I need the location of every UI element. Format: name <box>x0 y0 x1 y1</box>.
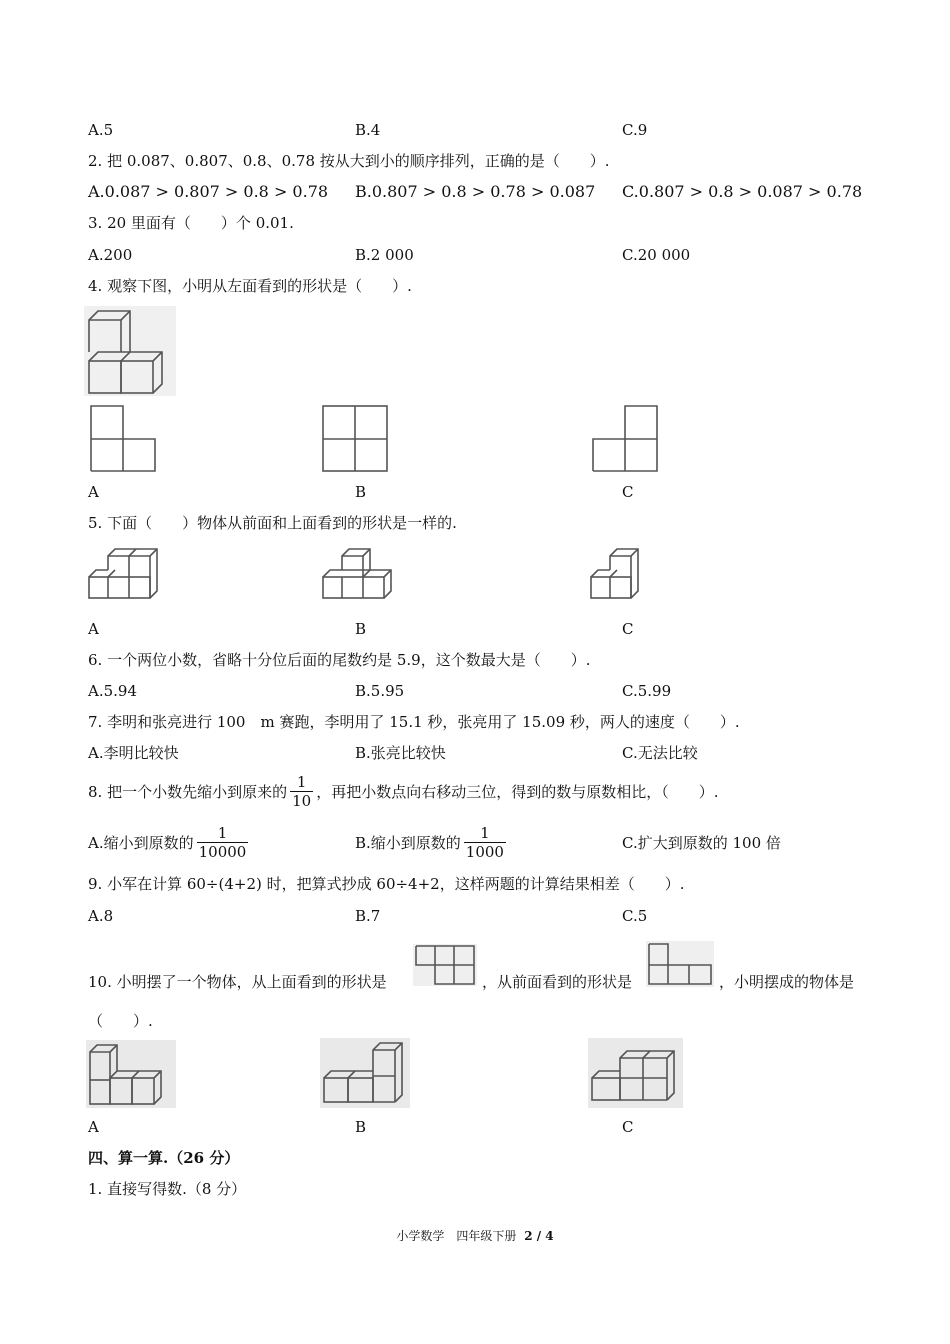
q9-stem: 9. 小军在计算 60÷(4+2) 时，把算式抄成 60÷4+2，这样两题的计算结果相差（ ）. <box>88 875 685 893</box>
q5-option-b-figure <box>322 548 394 602</box>
q4-stem: 4. 观察下图，小明从左面看到的形状是（ ）. <box>88 277 412 295</box>
q8-option-b-numerator: 1 <box>480 824 490 842</box>
q1-option-c: C.9 <box>622 121 648 139</box>
q8-option-c: C.扩大到原数的 100 倍 <box>622 834 781 852</box>
footer-text: 小学数学 四年级下册 <box>396 1229 517 1243</box>
q5-option-a-figure <box>88 548 164 602</box>
q2-option-b: B.0.807 > 0.8 > 0.78 > 0.087 <box>355 182 596 201</box>
q10-label-c: C <box>622 1118 634 1136</box>
q5-stem: 5. 下面（ ）物体从前面和上面看到的形状是一样的. <box>88 514 457 532</box>
q10-stem-part-1: 10. 小明摆了一个物体，从上面看到的形状是 <box>88 973 387 991</box>
q5-label-c: C <box>622 620 634 638</box>
q2-stem: 2. 把 0.087、0.807、0.8、0.78 按从大到小的顺序排列，正确的是（ ）. <box>88 152 610 170</box>
q8-fraction-denominator: 10 <box>292 792 312 810</box>
q6-option-a: A.5.94 <box>88 682 137 700</box>
q5-option-c-figure <box>590 548 652 602</box>
q1-option-b: B.4 <box>355 121 381 139</box>
page-number: 2 / 4 <box>524 1229 554 1243</box>
section-4-heading: 四、算一算.（26 分） <box>88 1149 240 1167</box>
q7-option-b: B.张亮比较快 <box>355 744 446 762</box>
q10-front-view-image <box>646 941 714 987</box>
q4-label-c: C <box>622 483 634 501</box>
q8-option-a-numerator: 1 <box>217 824 228 842</box>
q10-option-c-figure <box>588 1038 683 1108</box>
q8-option-b-denominator: 1000 <box>465 843 504 861</box>
q8-fraction <box>290 773 313 810</box>
q10-stem-part-4: （ ）. <box>88 1012 153 1030</box>
q9-option-c: C.5 <box>622 907 648 925</box>
q9-option-a: A.8 <box>88 907 114 925</box>
q6-stem: 6. 一个两位小数，省略十分位后面的尾数约是 5.9，这个数最大是（ ）. <box>88 651 591 669</box>
q8-stem-part-2: ，再把小数点向右移动三位，得到的数与原数相比，（ ）. <box>316 782 719 801</box>
section-4-item-1: 1. 直接写得数.（8 分） <box>88 1180 247 1198</box>
q8-option-b <box>355 824 509 861</box>
q8-stem-part-1: 8. 把一个小数先缩小到原来的 <box>88 782 288 801</box>
page-footer <box>0 1228 950 1244</box>
q6-option-c: C.5.99 <box>622 682 672 700</box>
q10-stem-part-2: ，从前面看到的形状是 <box>482 973 633 991</box>
q10-top-view-image <box>413 944 477 986</box>
q10-option-b-figure <box>320 1038 410 1108</box>
q8-fraction-numerator: 1 <box>296 773 307 791</box>
q10-option-a-figure <box>86 1040 176 1108</box>
q8-option-a <box>88 824 251 861</box>
q5-label-b: B <box>355 620 367 638</box>
q3-option-c: C.20 000 <box>622 246 691 264</box>
q10-label-b: B <box>355 1118 367 1136</box>
q2-option-a: A.0.087 > 0.807 > 0.8 > 0.78 <box>88 182 329 201</box>
q3-stem: 3. 20 里面有（ ）个 0.01. <box>88 214 294 232</box>
q7-stem: 7. 李明和张亮进行 100 m 赛跑，李明用了 15.1 秒，张亮用了 15.09 秒，两人的速度（ ）. <box>88 713 740 731</box>
q3-option-a: A.200 <box>88 246 133 264</box>
q8-option-b-text: B.缩小到原数的 <box>355 833 461 852</box>
q4-option-c-figure <box>592 404 658 472</box>
q8-stem <box>88 773 718 810</box>
q4-option-b-figure <box>322 404 388 472</box>
q7-option-a: A.李明比较快 <box>88 744 179 762</box>
q6-option-b: B.5.95 <box>355 682 405 700</box>
q4-option-a-figure <box>90 404 156 472</box>
q10-stem-part-3: ，小明摆成的物体是 <box>719 973 855 991</box>
q7-option-c: C.无法比较 <box>622 744 698 762</box>
q5-label-a: A <box>88 620 99 638</box>
q8-option-a-denominator: 10000 <box>198 843 247 861</box>
q4-solid-figure <box>84 306 176 396</box>
q2-option-c: C.0.807 > 0.8 > 0.087 > 0.78 <box>622 182 863 201</box>
q9-option-b: B.7 <box>355 907 381 925</box>
q1-option-a: A.5 <box>88 121 114 139</box>
q3-option-b: B.2 000 <box>355 246 414 264</box>
q4-label-a: A <box>88 483 99 501</box>
q4-label-b: B <box>355 483 367 501</box>
q8-option-a-fraction <box>197 824 249 861</box>
q8-option-b-fraction <box>464 824 506 861</box>
q8-option-a-text: A.缩小到原数的 <box>88 833 194 852</box>
q10-label-a: A <box>88 1118 99 1136</box>
